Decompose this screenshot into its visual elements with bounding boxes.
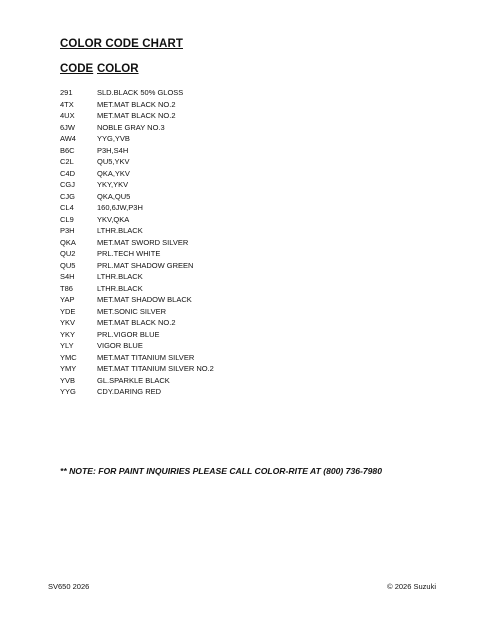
color-code: B6C: [60, 145, 75, 155]
color-description: QKA,QU5: [97, 191, 131, 201]
table-row: [60, 145, 320, 157]
table-row: [60, 122, 320, 134]
table-row: [60, 248, 320, 260]
color-code: 6JW: [60, 122, 75, 132]
color-description: MET.MAT BLACK NO.2: [97, 111, 176, 120]
color-code: YYG: [60, 387, 76, 396]
color-description: 160,6JW,P3H: [97, 203, 143, 212]
table-row: [60, 294, 320, 306]
footer-copyright: © 2026 Suzuki: [387, 582, 436, 591]
color-description: VIGOR BLUE: [97, 341, 143, 350]
color-description: LTHR.BLACK: [97, 272, 143, 281]
color-code: CL4: [60, 203, 74, 212]
color-code: 4TX: [60, 99, 74, 109]
table-row: [60, 156, 320, 168]
color-code: QU2: [60, 249, 76, 258]
table-row: [60, 317, 320, 329]
color-description: SLD.BLACK 50% GLOSS: [97, 88, 184, 97]
color-code: P3H: [60, 226, 75, 235]
color-description: P3H,S4H: [97, 145, 129, 155]
table-row: [60, 87, 320, 99]
color-description: GL.SPARKLE BLACK: [97, 375, 170, 385]
table-row: [60, 110, 320, 122]
color-column-header: COLOR: [97, 63, 139, 75]
table-row: [60, 191, 320, 203]
color-code: T86: [60, 283, 73, 293]
color-description: PRL.VIGOR BLUE: [97, 329, 160, 339]
color-code: CGJ: [60, 180, 75, 189]
color-description: PRL.TECH WHITE: [97, 249, 161, 258]
color-description: MET.MAT TITANIUM SILVER NO.2: [97, 364, 214, 373]
color-code: YKY: [60, 329, 76, 339]
table-row: [60, 375, 320, 387]
color-description: CDY.DARING RED: [97, 387, 162, 396]
table-row: [60, 363, 320, 375]
table-row: [60, 214, 320, 226]
color-code: CL9: [60, 214, 74, 224]
color-description: MET.MAT SWORD SILVER: [97, 237, 189, 247]
color-code: YAP: [60, 295, 75, 304]
color-description: MET.SONIC SILVER: [97, 306, 167, 316]
color-code: QKA: [60, 237, 76, 247]
color-description: YKY,YKV: [97, 180, 129, 189]
color-description: MET.MAT BLACK NO.2: [97, 318, 176, 327]
color-code: C2L: [60, 157, 74, 166]
table-row: [60, 168, 320, 180]
color-description: YYG,YVB: [97, 134, 130, 143]
table-row: [60, 271, 320, 283]
color-code: YVB: [60, 375, 76, 385]
color-code-list: [60, 87, 320, 398]
color-description: LTHR.BLACK: [97, 226, 143, 235]
color-code: YDE: [60, 306, 76, 316]
color-code: C4D: [60, 168, 76, 178]
color-code: QU5: [60, 260, 76, 270]
table-row: [60, 225, 320, 237]
color-code: YLY: [60, 341, 74, 350]
paint-inquiry-note: ** NOTE: FOR PAINT INQUIRIES PLEASE CALL COLOR-RITE AT (800) 736-7980: [60, 466, 382, 476]
table-row: [60, 386, 320, 398]
color-code: 291: [60, 88, 73, 97]
table-row: [60, 340, 320, 352]
table-row: [60, 352, 320, 364]
color-code: YKV: [60, 318, 76, 327]
color-description: MET.MAT SHADOW BLACK: [97, 295, 192, 304]
table-row: [60, 99, 320, 111]
color-description: NOBLE GRAY NO.3: [97, 122, 165, 132]
color-code: 4UX: [60, 111, 75, 120]
footer-model: SV650 2026: [48, 582, 90, 591]
color-description: QKA,YKV: [97, 168, 130, 178]
code-column-header: CODE: [60, 63, 94, 75]
table-row: [60, 283, 320, 295]
table-row: [60, 329, 320, 341]
color-code: CJG: [60, 191, 75, 201]
table-row: [60, 202, 320, 214]
color-description: MET.MAT TITANIUM SILVER: [97, 352, 195, 362]
color-description: PRL.MAT SHADOW GREEN: [97, 260, 194, 270]
page-title: COLOR CODE CHART: [60, 38, 183, 50]
color-code: YMC: [60, 352, 77, 362]
table-row: [60, 306, 320, 318]
color-code: AW4: [60, 134, 76, 143]
table-row: [60, 179, 320, 191]
color-code: YMY: [60, 364, 77, 373]
table-row: [60, 133, 320, 145]
color-description: QU5,YKV: [97, 157, 130, 166]
color-description: MET.MAT BLACK NO.2: [97, 99, 176, 109]
color-code: S4H: [60, 272, 75, 281]
table-row: [60, 237, 320, 249]
color-description: YKV,QKA: [97, 214, 130, 224]
color-description: LTHR.BLACK: [97, 283, 143, 293]
table-row: [60, 260, 320, 272]
